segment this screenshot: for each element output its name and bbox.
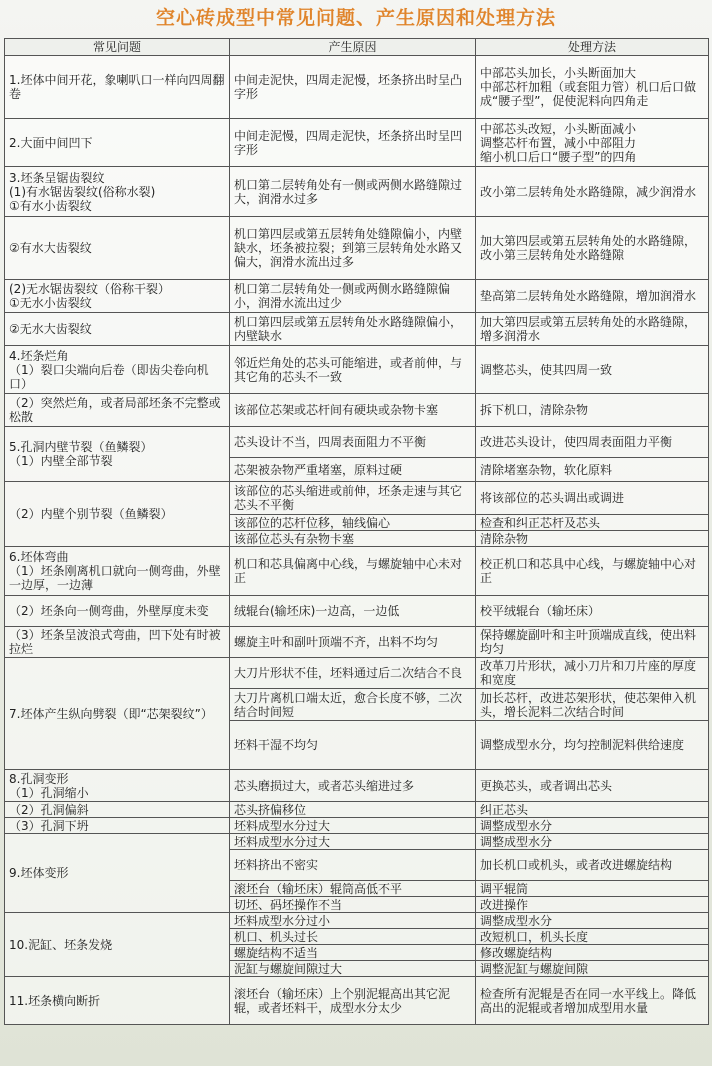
- cause-cell: 机口第四层或第五层转角处缝隙偏小，内壁缺水，坯条被拉裂；到第三层转角处水路又偏大，润滑水流出过多: [230, 217, 476, 280]
- solution-cell: 改小第二层转角处水路缝隙，减少润滑水: [476, 167, 709, 217]
- cause-cell: 中间走泥慢，四周走泥快，坯条挤出时呈凹字形: [230, 119, 476, 167]
- solution-cell: 改革刀片形状，减小刀片和刀片座的厚度和宽度: [476, 658, 709, 689]
- solution-cell: 中部芯头加长，小头断面加大 中部芯杆加粗（或套阻力管）机口后口做成“腰子型”，促使泥料向四角走: [476, 56, 709, 119]
- solution-cell: 纠正芯头: [476, 802, 709, 818]
- header-solution: 处理方法: [476, 39, 709, 56]
- problem-cell: (2)无水锯齿裂纹（俗称干裂） ①无水小齿裂纹: [5, 280, 230, 313]
- solution-cell: 拆下机口，清除杂物: [476, 394, 709, 427]
- cause-cell: 切坯、码坯操作不当: [230, 897, 476, 913]
- cause-cell: 芯架被杂物严重堵塞，原料过硬: [230, 458, 476, 482]
- cause-cell: 坯料成型水分过大: [230, 818, 476, 834]
- cause-cell: 该部位芯架或芯杆间有硬块或杂物卡塞: [230, 394, 476, 427]
- solution-cell: 加长芯杆，改进芯架形状，使芯架伸入机头，增长泥料二次结合时间: [476, 689, 709, 721]
- problem-cell: 6.坯体弯曲 （1）坯条刚离机口就向一侧弯曲，外壁一边厚，一边薄: [5, 547, 230, 596]
- problem-cell: 4.坯条烂角 （1）裂口尖端向后卷（即齿尖卷向机口）: [5, 346, 230, 394]
- cause-cell: 邻近烂角处的芯头可能缩进，或者前伸，与其它角的芯头不一致: [230, 346, 476, 394]
- cause-cell: 芯头挤偏移位: [230, 802, 476, 818]
- problem-cell: 9.坯体变形: [5, 834, 230, 913]
- table-row: [5, 56, 709, 119]
- solution-cell: 更换芯头，或者调出芯头: [476, 770, 709, 802]
- page-title: 空心砖成型中常见问题、产生原因和处理方法: [155, 7, 556, 29]
- cause-cell: 中间走泥快，四周走泥慢，坯条挤出时呈凸字形: [230, 56, 476, 119]
- table-row: [5, 977, 709, 1025]
- solution-cell: 调整芯头，使其四周一致: [476, 346, 709, 394]
- problem-cell: （2）坯条向一侧弯曲，外壁厚度未变: [5, 596, 230, 627]
- cause-cell: 滚坯台（输坯床）辊筒高低不平: [230, 881, 476, 897]
- solution-cell: 改进操作: [476, 897, 709, 913]
- cause-cell: 机口和芯具偏离中心线，与螺旋轴中心未对正: [230, 547, 476, 596]
- table-row: [5, 834, 709, 850]
- solution-cell: 清除杂物: [476, 531, 709, 547]
- cause-cell: 大刀片离机口端太近，愈合长度不够，二次结合时间短: [230, 689, 476, 721]
- table-row: [5, 627, 709, 658]
- problem-cell: 8.孔洞变形 （1）孔洞缩小: [5, 770, 230, 802]
- table-row: [5, 280, 709, 313]
- cause-cell: 绒辊台(输坯床)一边高，一边低: [230, 596, 476, 627]
- solution-cell: 调整成型水分: [476, 818, 709, 834]
- table-row: [5, 913, 709, 929]
- problem-cell: 11.坯条横向断折: [5, 977, 230, 1025]
- cause-cell: 芯头设计不当，四周表面阻力不平衡: [230, 427, 476, 458]
- cause-cell: 螺旋结构不适当: [230, 945, 476, 961]
- cause-cell: 大刀片形状不佳，坯料通过后二次结合不良: [230, 658, 476, 689]
- problem-cell: 2.大面中间凹下: [5, 119, 230, 167]
- cause-cell: 该部位的芯头缩进或前伸，坯条走速与其它芯头不平衡: [230, 482, 476, 515]
- cause-cell: 机口、机头过长: [230, 929, 476, 945]
- solution-cell: 调整成型水分: [476, 834, 709, 850]
- solution-cell: 加大第四层或第五层转角处的水路缝隙，改小第三层转角处水路缝隙: [476, 217, 709, 280]
- cause-cell: 坯料干湿不均匀: [230, 721, 476, 770]
- table-row: [5, 818, 709, 834]
- solution-cell: 调整泥缸与螺旋间隙: [476, 961, 709, 977]
- problem-cell: ②有水大齿裂纹: [5, 217, 230, 280]
- cause-cell: 坯料成型水分过大: [230, 834, 476, 850]
- problem-cell: （2）孔洞偏斜: [5, 802, 230, 818]
- problem-cell: （3）坯条呈波浪式弯曲，凹下处有时被拉烂: [5, 627, 230, 658]
- solution-cell: 检查和纠正芯杆及芯头: [476, 515, 709, 531]
- solution-cell: 校正机口和芯具中心线，与螺旋轴中心对正: [476, 547, 709, 596]
- solution-cell: 加长机口或机头，或者改进螺旋结构: [476, 850, 709, 881]
- table-row: [5, 482, 709, 515]
- problem-cell: （3）孔洞下坍: [5, 818, 230, 834]
- table-row: [5, 802, 709, 818]
- header-problem: 常见问题: [5, 39, 230, 56]
- solution-cell: 改短机口，机头长度: [476, 929, 709, 945]
- solution-cell: 将该部位的芯头调出或调进: [476, 482, 709, 515]
- table-row: [5, 394, 709, 427]
- table-row: [5, 596, 709, 627]
- cause-cell: 该部位芯头有杂物卡塞: [230, 531, 476, 547]
- cause-cell: 该部位的芯杆位移，轴线偏心: [230, 515, 476, 531]
- solution-cell: 改进芯头设计，使四周表面阻力平衡: [476, 427, 709, 458]
- cause-cell: 泥缸与螺旋间隙过大: [230, 961, 476, 977]
- cause-cell: 螺旋主叶和副叶顶端不齐，出料不均匀: [230, 627, 476, 658]
- problem-cell: 5.孔洞内壁节裂（鱼鳞裂） （1）内壁全部节裂: [5, 427, 230, 482]
- header-cause: 产生原因: [230, 39, 476, 56]
- table-row: [5, 313, 709, 346]
- solution-cell: 调整成型水分: [476, 913, 709, 929]
- table-row: [5, 658, 709, 689]
- solution-cell: 校平绒辊台（输坯床）: [476, 596, 709, 627]
- cause-cell: 滚坯台（输坯床）上个别泥辊高出其它泥辊，或者坯料干，成型水分太少: [230, 977, 476, 1025]
- problems-table: [4, 38, 709, 1025]
- table-row: [5, 770, 709, 802]
- table-row: [5, 346, 709, 394]
- solution-cell: 调平辊筒: [476, 881, 709, 897]
- cause-cell: 机口第四层或第五层转角处水路缝隙偏小，内壁缺水: [230, 313, 476, 346]
- cause-cell: 机口第二层转角处一侧或两侧水路缝隙偏小，润滑水流出过少: [230, 280, 476, 313]
- cause-cell: 芯头磨损过大，或者芯头缩进过多: [230, 770, 476, 802]
- table-header-row: [5, 39, 709, 56]
- solution-cell: 修改螺旋结构: [476, 945, 709, 961]
- problem-cell: （2）内壁个别节裂（鱼鳞裂）: [5, 482, 230, 547]
- problem-cell: 10.泥缸、坯条发烧: [5, 913, 230, 977]
- table-row: [5, 427, 709, 458]
- solution-cell: 加大第四层或第五层转角处的水路缝隙，增多润滑水: [476, 313, 709, 346]
- cause-cell: 机口第二层转角处有一侧或两侧水路缝隙过大，润滑水过多: [230, 167, 476, 217]
- solution-cell: 调整成型水分，均匀控制泥料供给速度: [476, 721, 709, 770]
- problem-cell: 3.坯条呈锯齿裂纹 (1)有水锯齿裂纹(俗称水裂) ①有水小齿裂纹: [5, 167, 230, 217]
- problem-cell: ②无水大齿裂纹: [5, 313, 230, 346]
- solution-cell: 保持螺旋副叶和主叶顶端成直线，使出料均匀: [476, 627, 709, 658]
- solution-cell: 垫高第二层转角处水路缝隙，增加润滑水: [476, 280, 709, 313]
- cause-cell: 坯料挤出不密实: [230, 850, 476, 881]
- problem-cell: （2）突然烂角，或者局部坯条不完整或松散: [5, 394, 230, 427]
- problem-cell: 7.坯体产生纵向劈裂（即“芯架裂纹”）: [5, 658, 230, 770]
- table-row: [5, 167, 709, 217]
- table-row: [5, 547, 709, 596]
- problem-cell: 1.坯体中间开花，象喇叭口一样向四周翻卷: [5, 56, 230, 119]
- solution-cell: 中部芯头改短，小头断面减小 调整芯杆布置，减小中部阻力 缩小机口后口“腰子型”的四角: [476, 119, 709, 167]
- cause-cell: 坯料成型水分过小: [230, 913, 476, 929]
- table-row: [5, 119, 709, 167]
- solution-cell: 清除堵塞杂物，软化原料: [476, 458, 709, 482]
- table-row: [5, 217, 709, 280]
- solution-cell: 检查所有泥辊是否在同一水平线上。降低高出的泥辊或者增加成型用水量: [476, 977, 709, 1025]
